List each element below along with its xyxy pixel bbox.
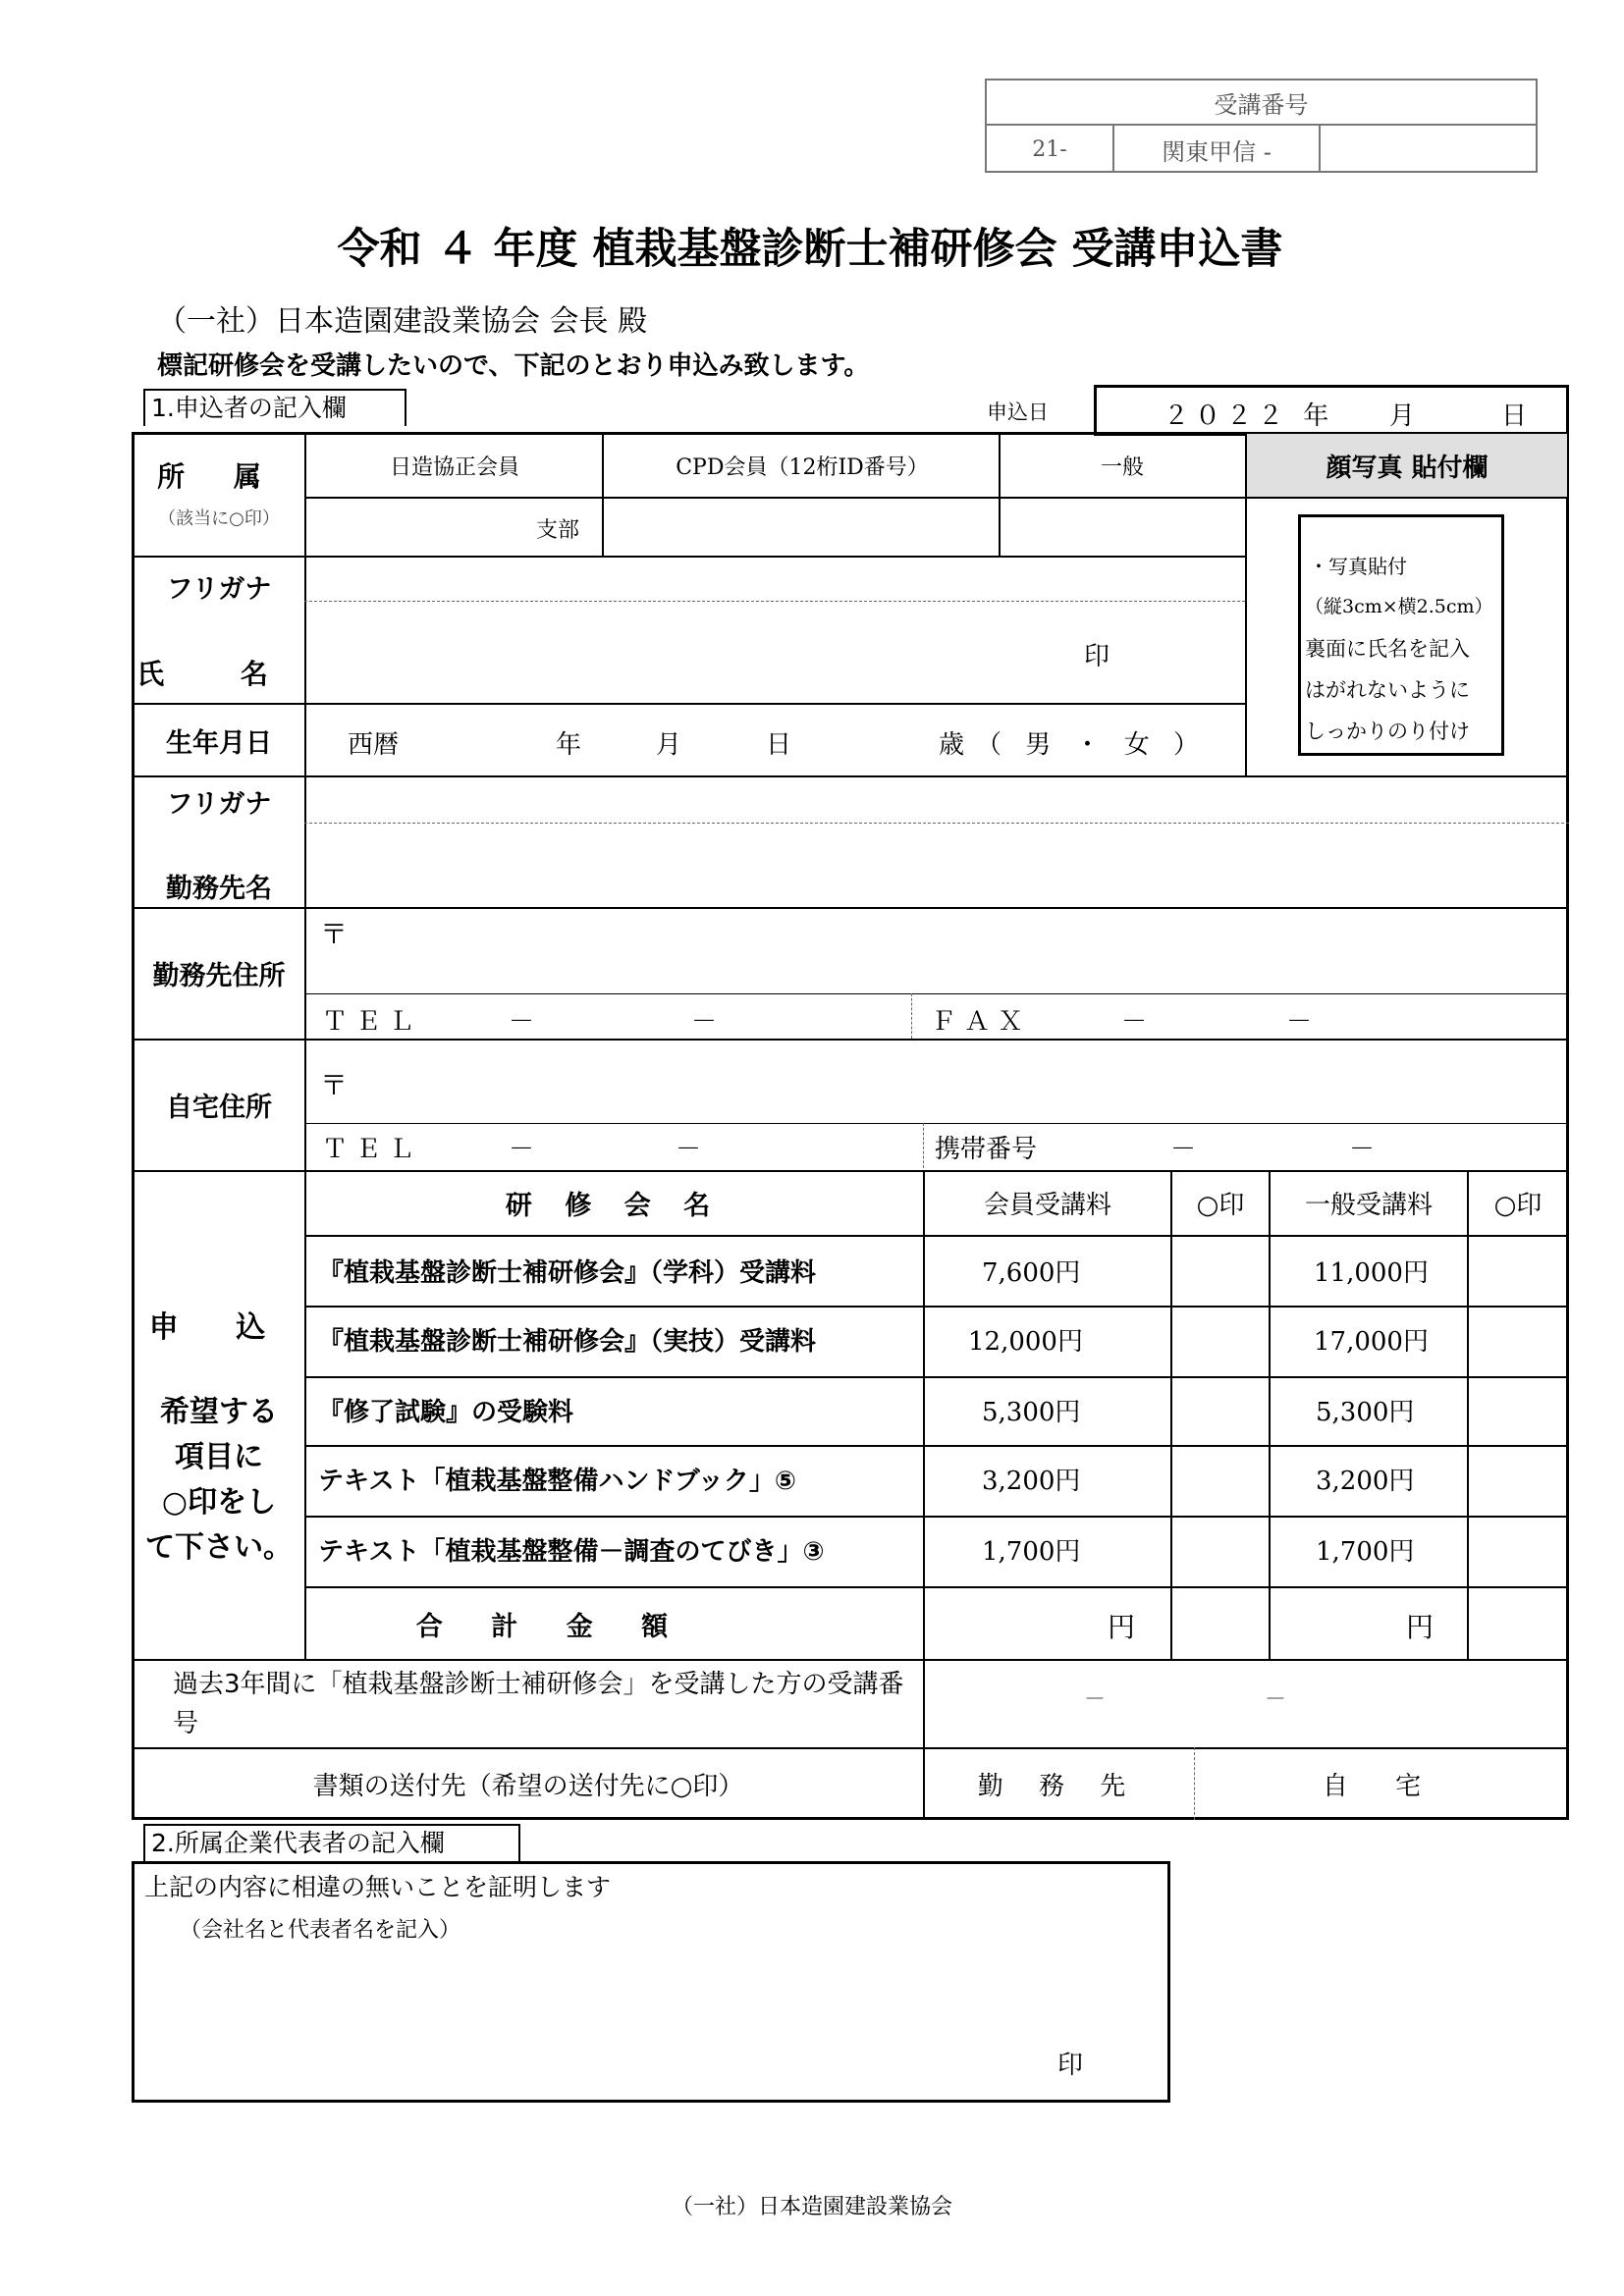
fees-header-member-mark: ○印 bbox=[1196, 1190, 1245, 1220]
photo-line-4: はがれないように bbox=[1305, 678, 1470, 702]
addressee: （一社）日本造園建設業協会 会長 殿 bbox=[157, 304, 648, 339]
section2-tag: 2.所属企業代表者の記入欄 bbox=[143, 1824, 520, 1861]
fees-side-line-4: て下さい。 bbox=[145, 1530, 293, 1565]
certify-box[interactable] bbox=[132, 1861, 1170, 2103]
fee-row-1-name: 『植栽基盤診断士補研修会』（学科）受講料 bbox=[318, 1258, 817, 1288]
fee-row-4-member: 3,200円 bbox=[982, 1467, 1081, 1496]
home-postal-mark: 〒 bbox=[320, 1069, 349, 1101]
date-year: ２０２２ 年 bbox=[1164, 401, 1335, 431]
date-box bbox=[1094, 385, 1569, 436]
fees-total-label: 合 計 金 額 bbox=[415, 1611, 688, 1642]
birth-era: 西暦 bbox=[348, 730, 400, 760]
home-mobile-label: 携帯番号 bbox=[935, 1135, 1038, 1164]
fee-row-3-general-mark[interactable] bbox=[1469, 1378, 1567, 1445]
fee-row-1-general-mark[interactable] bbox=[1469, 1237, 1567, 1304]
footer-org: （一社）日本造園建設業協会 bbox=[671, 2194, 952, 2219]
total-member-yen: 円 bbox=[1108, 1611, 1136, 1643]
photo-line-3: 裏面に氏名を記入 bbox=[1305, 637, 1470, 661]
fee-row-5-name: テキスト「植栽基盤整備－調査のてびき」③ bbox=[318, 1537, 825, 1567]
total-member-input[interactable] bbox=[933, 1606, 1100, 1641]
certify-text: 上記の内容に相違の無いことを証明します bbox=[144, 1873, 612, 1901]
company-label: 勤務先名 bbox=[166, 873, 272, 904]
reception-prefix: 21- bbox=[987, 126, 1114, 173]
reception-number-header: 受講番号 bbox=[987, 80, 1536, 126]
home-tel-dash-1: － bbox=[509, 1135, 535, 1164]
birth-month: 月 bbox=[656, 730, 682, 760]
certify-note: （会社名と代表者名を記入） bbox=[180, 1918, 461, 1943]
name-seal-mark: 印 bbox=[1084, 642, 1110, 671]
affiliation-option-member[interactable]: 日造協正会員 bbox=[389, 454, 519, 480]
fee-row-4-member-mark[interactable] bbox=[1172, 1447, 1269, 1514]
reception-number-box bbox=[985, 79, 1538, 173]
work-tel-dash-2: － bbox=[691, 1007, 718, 1037]
home-address-label: 自宅住所 bbox=[166, 1092, 272, 1123]
company-input[interactable] bbox=[314, 836, 1551, 895]
fees-side-label bbox=[134, 1306, 304, 1571]
certify-seal-mark: 印 bbox=[1057, 2051, 1084, 2080]
fee-row-4-general-mark[interactable] bbox=[1469, 1447, 1567, 1514]
fee-row-1-general: 11,000円 bbox=[1314, 1258, 1429, 1288]
fees-header-member: 会員受講料 bbox=[983, 1190, 1111, 1220]
fee-row-2-general-mark[interactable] bbox=[1469, 1308, 1567, 1374]
birth-day: 日 bbox=[766, 730, 792, 760]
company-furigana-input[interactable] bbox=[314, 785, 1551, 819]
delivery-option-home[interactable]: 自 宅 bbox=[1322, 1771, 1441, 1801]
photo-line-5: しっかりのり付け bbox=[1305, 720, 1470, 743]
fees-side-line-2: 項目に bbox=[175, 1440, 263, 1474]
reception-number-input[interactable] bbox=[1323, 130, 1529, 169]
fee-row-4-name: テキスト「植栽基盤整備ハンドブック」⑤ bbox=[318, 1467, 796, 1496]
reception-region: 関東甲信 - bbox=[1114, 126, 1321, 173]
work-fax-dash-2: － bbox=[1286, 1007, 1313, 1037]
date-day: 日 bbox=[1501, 401, 1528, 431]
affiliation-option-cpd[interactable]: CPD会員（12桁ID番号） bbox=[676, 454, 929, 480]
fees-header-name: 研 修 会 名 bbox=[505, 1190, 723, 1221]
past-reception-input[interactable] bbox=[933, 1724, 943, 1728]
birth-sex-choice[interactable]: （ 男 ・ 女 ） bbox=[976, 730, 1208, 760]
fee-row-3-name: 『修了試験』の受験料 bbox=[318, 1398, 574, 1427]
fee-row-2-general: 17,000円 bbox=[1314, 1327, 1429, 1357]
date-label: 申込日 bbox=[987, 400, 1049, 424]
date-month: 月 bbox=[1389, 401, 1416, 431]
fee-row-3-member: 5,300円 bbox=[982, 1398, 1081, 1427]
fee-row-5-member: 1,700円 bbox=[982, 1537, 1081, 1567]
name-input[interactable] bbox=[314, 628, 1041, 677]
photo-paste-box[interactable] bbox=[1298, 514, 1504, 756]
work-postal-mark: 〒 bbox=[320, 918, 349, 950]
work-address-label: 勤務先住所 bbox=[152, 960, 286, 991]
fee-row-3-member-mark[interactable] bbox=[1172, 1378, 1269, 1445]
fee-row-1-member: 7,600円 bbox=[982, 1258, 1081, 1288]
birth-year: 年 bbox=[556, 730, 582, 760]
fees-side-title: 申 込 bbox=[148, 1310, 290, 1345]
fee-row-3-general: 5,300円 bbox=[1316, 1398, 1415, 1427]
fee-row-2-name: 『植栽基盤診断士補研修会』（実技）受講料 bbox=[318, 1327, 817, 1357]
fee-row-4-general: 3,200円 bbox=[1316, 1467, 1415, 1496]
branch-input[interactable] bbox=[314, 507, 511, 548]
home-mobile-dash-1: － bbox=[1170, 1135, 1197, 1164]
name-furigana-input[interactable] bbox=[314, 563, 1227, 597]
affiliation-option-general[interactable]: 一般 bbox=[1100, 454, 1144, 480]
fee-row-5-general: 1,700円 bbox=[1316, 1537, 1415, 1567]
work-tel-label: ＴＥＬ bbox=[322, 1007, 423, 1037]
photo-line-1: ・写真貼付 bbox=[1309, 555, 1407, 578]
total-general-input[interactable] bbox=[1276, 1606, 1402, 1641]
fee-row-5-member-mark[interactable] bbox=[1172, 1518, 1269, 1584]
company-furigana-label: フリガナ bbox=[166, 788, 272, 820]
work-address-input[interactable] bbox=[363, 917, 1551, 986]
delivery-option-work[interactable]: 勤 務 先 bbox=[977, 1771, 1140, 1801]
fee-row-1-member-mark[interactable] bbox=[1172, 1237, 1269, 1304]
cpd-id-input[interactable] bbox=[613, 507, 992, 548]
fees-header-general: 一般受講料 bbox=[1304, 1190, 1433, 1220]
past-dash-1: － bbox=[1084, 1687, 1107, 1712]
fee-row-2-member-mark[interactable] bbox=[1172, 1308, 1269, 1374]
work-fax-dash-1: － bbox=[1121, 1007, 1148, 1037]
fees-side-line-1: 希望する bbox=[160, 1395, 278, 1429]
work-tel-dash-1: － bbox=[509, 1007, 535, 1037]
affiliation-note: （該当に○印） bbox=[158, 508, 280, 529]
past-dash-2: － bbox=[1265, 1687, 1287, 1712]
total-general-yen: 円 bbox=[1406, 1611, 1435, 1643]
fee-row-5-general-mark[interactable] bbox=[1469, 1518, 1567, 1584]
past-reception-label: 過去3年間に「植栽基盤診断士補研修会」を受講した方の受講番号 bbox=[173, 1670, 904, 1738]
birth-label: 生年月日 bbox=[166, 727, 272, 759]
home-tel-dash-2: － bbox=[676, 1135, 702, 1164]
photo-line-2: （縦3cm×横2.5cm） bbox=[1305, 596, 1493, 617]
name-furigana-label: フリガナ bbox=[166, 573, 272, 605]
birth-age: 歳 bbox=[939, 730, 965, 760]
home-tel-label: ＴＥＬ bbox=[322, 1135, 423, 1164]
intro-text: 標記研修会を受講したいので、下記のとおり申込み致します。 bbox=[157, 351, 870, 381]
section1-tag: 1.申込者の記入欄 bbox=[143, 389, 406, 426]
fees-header-general-mark: ○印 bbox=[1493, 1190, 1543, 1220]
fees-side-line-3: ○印をし bbox=[161, 1485, 277, 1520]
page-title: 令和 ４ 年度 植栽基盤診断士補研修会 受講申込書 bbox=[337, 224, 1283, 274]
work-fax-label: ＦＡＸ bbox=[931, 1007, 1032, 1037]
home-mobile-dash-2: － bbox=[1349, 1135, 1376, 1164]
name-label: 氏 名 bbox=[136, 658, 301, 690]
branch-label: 支部 bbox=[535, 517, 579, 543]
fee-row-2-member: 12,000円 bbox=[968, 1327, 1083, 1357]
delivery-label: 書類の送付先（希望の送付先に○印） bbox=[312, 1771, 744, 1801]
home-address-input[interactable] bbox=[363, 1060, 1551, 1117]
photo-header: 顔写真 貼付欄 bbox=[1247, 434, 1567, 497]
affiliation-label: 所 属 bbox=[157, 460, 281, 493]
